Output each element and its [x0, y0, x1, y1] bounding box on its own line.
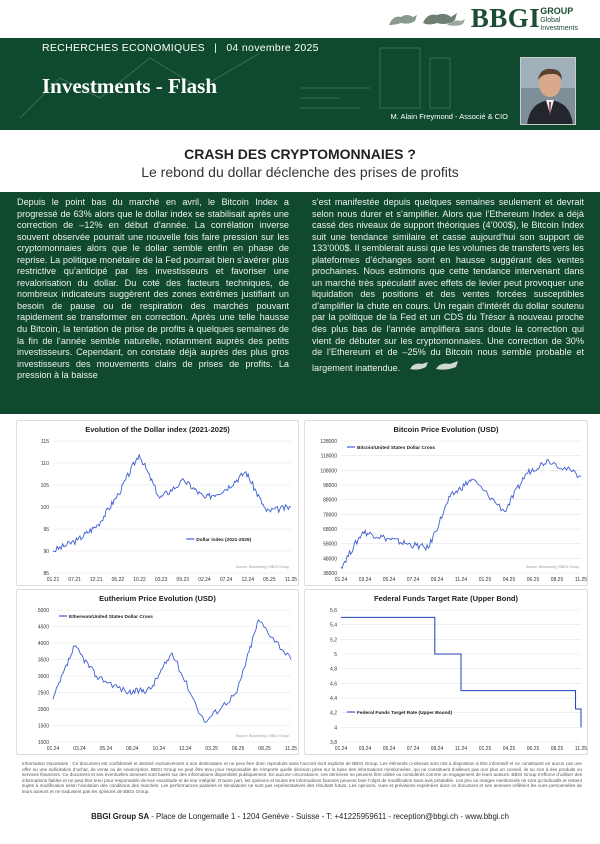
x-tick-label: 11.25 — [284, 577, 298, 583]
x-tick-label: 08.25 — [550, 577, 564, 583]
y-tick-label: 38000 — [323, 571, 337, 577]
x-tick-label: 12.24 — [178, 746, 192, 752]
footer-company: BBGI Group SA — [91, 812, 150, 821]
x-tick-label: 06.25 — [231, 746, 245, 752]
source-label: Source: Bloomberg / BBGI Group — [235, 734, 289, 738]
chart-title: Bitcoin Price Evolution (USD) — [393, 425, 499, 434]
chart-title: Eutherium Price Evolution (USD) — [99, 594, 216, 603]
author-credit: M. Alain Freymond - Associé & CIO — [390, 112, 508, 121]
x-tick-label: 03.24 — [73, 746, 86, 752]
x-tick-label: 09.23 — [176, 577, 190, 583]
section-label: RECHERCHES ECONOMIQUES — [42, 42, 205, 54]
x-tick-label: 04.25 — [502, 746, 516, 752]
x-tick-label: 10.22 — [133, 577, 146, 583]
y-tick-label: 2000 — [37, 707, 49, 713]
subheadline: Le rebond du dollar déclenche des prises de profits — [141, 164, 459, 180]
x-tick-label: 10.24 — [152, 746, 166, 752]
y-tick-label: 4,8 — [330, 666, 337, 673]
issue-date: 04 novembre 2025 — [226, 42, 319, 54]
brand-sub1: Global — [540, 17, 561, 24]
x-tick-label: 08.25 — [550, 746, 564, 752]
y-tick-label: 4,2 — [330, 710, 337, 717]
article-column-1: Depuis le point bas du marché en avril, le Bitcoin Index a progressé de 63% alors que le dollar index se stabilisait après une correction de –12% en début d’année. La corrélation inverse souvent observée pourrait une nouvelle fois faire pression sur les cryptomonnaies alors que le dollar semble enfin en phase de reprise. La politique monétaire de la Fed pourrait bien s’avérer plus restrictive qu’anticipé par les investisseurs et favoriser une revalorisation du dollar. Du coté des facteurs techniques, de nombreux indicateurs suggèrent des zones extrêmes justifiant un besoin de pause ou de respiration des marchés pouvant rapidement se transformer en correction. Après une telle hausse du Bitcoin, la tentation de prise de profits à quelques semaines de la fin de l’année semble naturelle, notamment auprès des petits investisseurs. Cependant, on constate déjà auprès des plus gros investisseurs des mouvements clairs de prises de profits. La pression à la baisse — [17, 197, 289, 381]
y-tick-label: 1000 — [37, 740, 49, 746]
y-tick-label: 108000 — [320, 468, 337, 475]
legend-label: Bitcoin/United States Dollar Cross — [357, 446, 436, 451]
y-tick-label: 58000 — [323, 541, 337, 548]
brand-logo[interactable] — [387, 4, 578, 33]
x-tick-label: 12.24 — [241, 577, 254, 583]
x-tick-label: 07.24 — [406, 746, 420, 752]
y-tick-label: 85 — [43, 571, 49, 577]
chart-plot-fed-funds — [305, 590, 589, 756]
footer — [0, 812, 600, 821]
x-tick-label: 01.24 — [334, 577, 348, 583]
y-tick-label: 78000 — [323, 512, 337, 519]
x-tick-label: 03.23 — [154, 577, 168, 583]
brand-subtitle — [540, 7, 578, 33]
y-tick-label: 100 — [40, 505, 49, 511]
series-line — [53, 454, 291, 551]
source-label: Source: Bloomberg / BBGI Group — [525, 565, 579, 569]
y-tick-label: 95 — [43, 527, 49, 533]
y-tick-label: 68000 — [323, 527, 337, 533]
x-tick-label: 11.24 — [454, 746, 468, 752]
x-tick-label: 08.25 — [258, 746, 271, 752]
x-tick-label: 11.25 — [284, 746, 298, 752]
chart-title: Evolution of the Dollar index (2021-2025) — [85, 425, 230, 434]
y-tick-label: 4,6 — [330, 681, 337, 688]
y-tick-label: 3500 — [37, 657, 49, 664]
y-tick-label: 5,6 — [330, 608, 337, 614]
chart-fed-funds — [304, 589, 588, 755]
x-tick-label: 06.25 — [526, 577, 540, 583]
topline-separator: | — [214, 42, 218, 54]
chart-bitcoin — [304, 420, 588, 586]
y-tick-label: 4500 — [37, 624, 49, 631]
x-tick-label: 12.21 — [90, 577, 103, 583]
x-tick-label: 01.24 — [334, 746, 348, 752]
y-tick-label: 1500 — [37, 723, 49, 730]
x-tick-label: 05.24 — [99, 746, 113, 752]
y-tick-label: 98000 — [323, 483, 337, 489]
series-line — [341, 460, 581, 569]
x-tick-label: 08.24 — [126, 746, 139, 752]
brand-group: GROUP — [540, 6, 574, 16]
y-tick-label: 4000 — [37, 641, 49, 647]
x-tick-label: 01.21 — [46, 577, 60, 583]
chart-dollar-index — [16, 420, 299, 586]
footer-address: - Place de Longemalle 1 - 1204 Genève - Suisse - T: +41225959611 - reception@bbgi.ch - www.bbgi.ch — [149, 812, 509, 821]
author-photo — [520, 57, 576, 125]
y-tick-label: 110 — [41, 461, 49, 467]
legend-label: Ethereum/United States Dollar Cross — [69, 615, 153, 620]
x-tick-label: 07.24 — [406, 577, 420, 583]
x-tick-label: 04.25 — [502, 577, 516, 583]
y-tick-label: 4,4 — [330, 696, 337, 702]
x-tick-label: 03.25 — [205, 746, 218, 752]
logo-bar — [0, 0, 600, 38]
x-tick-label: 09.24 — [430, 577, 444, 583]
y-tick-label: 2500 — [37, 690, 49, 697]
x-tick-label: 05.24 — [382, 746, 396, 752]
page-title: Investments - Flash — [42, 74, 218, 98]
x-tick-label: 11.24 — [454, 577, 468, 583]
x-tick-label: 03.24 — [358, 577, 372, 583]
headline: CRASH DES CRYPTOMONNAIES ? — [184, 146, 416, 162]
chart-ethereum — [16, 589, 299, 755]
y-tick-label: 5,2 — [330, 637, 337, 644]
article-body — [0, 192, 600, 414]
x-tick-label: 03.24 — [358, 746, 372, 752]
chart-plot-bitcoin — [305, 421, 589, 587]
y-tick-label: 48000 — [323, 556, 337, 563]
header-topline — [42, 42, 319, 54]
y-tick-label: 90 — [43, 549, 49, 555]
legend-label: Dollar index (2021-2025) — [196, 538, 252, 543]
x-tick-label: 09.24 — [430, 746, 444, 752]
y-tick-label: 5 — [334, 652, 337, 658]
chart-plot-dollar-index — [17, 421, 300, 587]
article-column-2-text: s’est manifestée depuis quelques semaines seulement et devrait selon nous durer et s’amplifier. Alors que l’Ethereum Index a déjà cassé des niveaux de support théoriques (4’000$), le Bitcoin Index suit une tendance similaire et casse aujourd’hui son support de 133’000$. Il semblerait aussi que les volumes de transferts vers les plateformes d’échanges sont en hausse suggérant des ventes prochaines. Nous estimons que cette tendance intervenant dans un marché très spéculatif avec effets de levier peut provoquer une liquidation des positions et des ventes forcées susceptibles d’amplifier la chute en cours. Un regain d’intérêt du dollar soutenu par la politique de la Fed et un CDS du Trésor à nouveau proche des plus bas de l’année amplifiera sans doute la correction qui vient de débuter sur les cryptomonnaies. Une correction de 30% de l’Ethereum et de –25% du Bitcoin nous semble probable et largement inattendue. — [312, 197, 584, 373]
legend-label: Federal Funds Target Rate (Upper Bound) — [357, 711, 453, 716]
x-tick-label: 06.25 — [526, 746, 540, 752]
x-tick-label: 05.25 — [263, 577, 276, 583]
brand-name: BBGI — [470, 3, 541, 33]
source-label: Source: Bloomberg / BBGI Group — [235, 565, 289, 569]
article-column-2 — [312, 197, 584, 374]
bull-bear-ornament-icon — [408, 359, 464, 371]
bull-bear-logo-icon — [387, 7, 467, 29]
disclaimer: Information importante : Ce document est confidentiel et destiné exclusivement à son destinataire et ne peut être donc reproduits sans l’accord écrit explicite de BBGI Group. Les éléments ci-dessus sont mis à disposition à titre informatif et ne constituent en aucun cas une offre ou une sollicitation d’achat, de vente ou de souscription. BBGI Group ne peut être tenu pour responsable de n’importe quelle décision prise sur la base des informations mentionnées, qui ne constituent d’ailleurs pas non plus un conseil, ils ou non à des produits ou services financiers. Ce document et ses éventuelles annexes sont basés sur des informations disponibles publiquement. En aucune circonstance, ces dernières ne peuvent être utilisé ou considérés comme un engagement de leurs auteurs. BBGI Group s’efforce d’utiliser des informations fiables et ne peut être tenu pour responsable de leur exactitude et de leur intégrité. D’autre part, les opinions et toutes les informations fournies peuvent faire l’objet de modification sans avis préalable. Les prix ou marges mentionnés ne sont qu’indicatifs et restent sujets à modification selon l’évolution des conditions des marchés. Les performances passées et simulations ne sont pas représentatives des résultats futurs. Les opinions, vues et prévisions exprimées dans ce document et ses annexes reflètent les vues personnelles de leurs auteurs et ne traduisent pas les opinions de BBGI Group. — [22, 761, 582, 794]
y-tick-label: 88000 — [323, 497, 337, 504]
author-portrait-icon — [521, 58, 576, 125]
chart-title: Federal Funds Target Rate (Upper Bond) — [373, 594, 519, 603]
x-tick-label: 01.25 — [478, 577, 492, 583]
header-banner — [0, 38, 600, 130]
x-tick-label: 07.21 — [68, 577, 81, 583]
y-tick-label: 4 — [334, 725, 337, 732]
x-tick-label: 02.24 — [198, 577, 211, 583]
chart-plot-ethereum — [17, 590, 300, 756]
y-tick-label: 3000 — [37, 674, 49, 680]
y-tick-label: 115 — [41, 439, 49, 445]
x-tick-label: 05.22 — [111, 577, 125, 583]
y-tick-label: 5000 — [37, 608, 49, 614]
y-tick-label: 105 — [40, 483, 49, 489]
x-tick-label: 11.25 — [574, 746, 588, 752]
brand-sub2: Investments — [540, 25, 578, 32]
x-tick-label: 07.24 — [219, 577, 233, 583]
x-tick-label: 01.24 — [46, 746, 60, 752]
x-tick-label: 11.25 — [574, 577, 588, 583]
y-tick-label: 118000 — [320, 453, 337, 460]
y-tick-label: 3,8 — [330, 740, 337, 746]
y-tick-label: 128000 — [320, 439, 337, 445]
x-tick-label: 01.25 — [478, 746, 492, 752]
x-tick-label: 05.24 — [382, 577, 396, 583]
series-line — [53, 620, 291, 722]
y-tick-label: 5,4 — [330, 622, 337, 629]
